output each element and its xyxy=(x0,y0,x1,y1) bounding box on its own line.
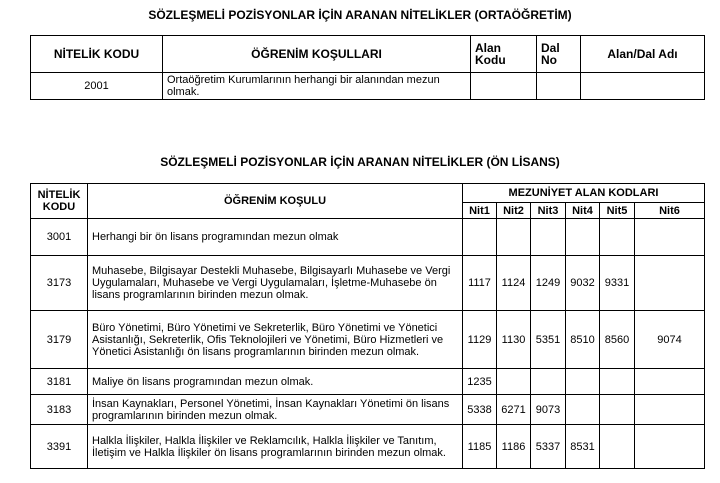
row-nit4 xyxy=(566,219,600,256)
row-nit5: 9331 xyxy=(600,256,635,311)
on-lisans-table xyxy=(30,183,705,469)
row-nit6 xyxy=(635,425,705,469)
row-nit4: 9032 xyxy=(566,256,600,311)
row-nit3: 9073 xyxy=(531,395,566,425)
row-code: 3181 xyxy=(31,369,88,395)
row-nit6 xyxy=(635,395,705,425)
row-nit4 xyxy=(566,395,600,425)
row-condition: Herhangi bir ön lisans programından mezun olmak xyxy=(88,219,463,256)
row-nit1: 1129 xyxy=(463,311,497,369)
row-nit5 xyxy=(600,219,635,256)
row-nit1: 1117 xyxy=(463,256,497,311)
header-nit3: Nit3 xyxy=(531,203,566,219)
table1-title: SÖZLEŞMELİ POZİSYONLAR İÇİN ARANAN NİTELİKLER (ORTAÖĞRETİM) xyxy=(148,8,572,22)
row-nit2: 6271 xyxy=(497,395,531,425)
row-nit6 xyxy=(635,256,705,311)
header-alan-dal-adi: Alan/Dal Adı xyxy=(581,36,705,73)
table2-title: SÖZLEŞMELİ POZİSYONLAR İÇİN ARANAN NİTELİKLER (ÖN LİSANS) xyxy=(160,155,560,169)
header-alan-kodu xyxy=(471,36,537,73)
row-nit3: 1249 xyxy=(531,256,566,311)
row-code: 3001 xyxy=(31,219,88,256)
row-nit5 xyxy=(600,395,635,425)
row-condition: Büro Yönetimi, Büro Yönetimi ve Sekreterlik, Büro Yönetimi ve Yönetici Asistanlığı, Sekreterlik, Ofis Teknolojileri ve Yönetimi, Büro Hizmetleri ve Yönetici Asistanlığı ön lisans programlarının birinden mezun olmak. xyxy=(88,311,463,369)
table-row xyxy=(31,369,705,395)
ortaogretim-table xyxy=(30,35,705,100)
table2-header-row-1 xyxy=(31,184,705,203)
header-dal-no-line2: No xyxy=(541,53,557,67)
row-nit2: 1130 xyxy=(497,311,531,369)
header-nitelik-line2: KODU xyxy=(42,201,76,213)
header-alan-kodu-line1: Alan xyxy=(475,41,502,55)
row-condition: İnsan Kaynakları, Personel Yönetimi, İnsan Kaynakları Yönetimi ön lisans programlarının birinden mezun olmak. xyxy=(88,395,463,425)
row-nit1: 1185 xyxy=(463,425,497,469)
row-nit3 xyxy=(531,369,566,395)
row-nit3 xyxy=(531,219,566,256)
row-nit6: 9074 xyxy=(635,311,705,369)
table1-header-row xyxy=(31,36,705,73)
row-nit2: 1124 xyxy=(497,256,531,311)
table-row xyxy=(31,395,705,425)
row-condition: Halkla İlişkiler, Halkla İlişkiler ve Reklamcılık, Halkla İlişkiler ve Tanıtım, İletişim ve Halkla İlişkiler ön lisans programlarının birinden mezun olmak. xyxy=(88,425,463,469)
row-nit2: 1186 xyxy=(497,425,531,469)
row-alan-kodu xyxy=(471,73,537,100)
row-nit5: 8560 xyxy=(600,311,635,369)
row-nit2 xyxy=(497,369,531,395)
table-row xyxy=(31,73,705,100)
row-code: 3391 xyxy=(31,425,88,469)
row-nit1: 1235 xyxy=(463,369,497,395)
header-nitelik-kodu: NİTELİK KODU xyxy=(31,36,163,73)
row-dal-no xyxy=(537,73,581,100)
row-nit4 xyxy=(566,369,600,395)
row-condition: Maliye ön lisans programından mezun olmak. xyxy=(88,369,463,395)
row-condition: Ortaöğretim Kurumlarının herhangi bir alanından mezun olmak. xyxy=(163,73,471,100)
header-nit4: Nit4 xyxy=(566,203,600,219)
row-code: 3183 xyxy=(31,395,88,425)
row-condition: Muhasebe, Bilgisayar Destekli Muhasebe, Bilgisayarlı Muhasebe ve Vergi Uygulamaları, Muhasebe ve Vergi Uygulamaları, İşletme-Muhasebe ön lisans programlarının birinden mezun olmak. xyxy=(88,256,463,311)
table-row xyxy=(31,425,705,469)
row-nit4: 8531 xyxy=(566,425,600,469)
header-dal-no xyxy=(537,36,581,73)
table-row xyxy=(31,311,705,369)
row-nit5 xyxy=(600,369,635,395)
header-nit2: Nit2 xyxy=(497,203,531,219)
row-code: 3179 xyxy=(31,311,88,369)
table-row xyxy=(31,256,705,311)
table-row xyxy=(31,219,705,256)
row-nit6 xyxy=(635,219,705,256)
header-ogrenim-kosulu: ÖĞRENİM KOŞULU xyxy=(88,184,463,219)
header-nitelik-line1: NİTELİK xyxy=(37,189,81,201)
header-nit6: Nit6 xyxy=(635,203,705,219)
row-nit1: 5338 xyxy=(463,395,497,425)
header-mezuniyet-alan-kodlari: MEZUNİYET ALAN KODLARI xyxy=(463,184,705,203)
header-dal-no-line1: Dal xyxy=(541,41,560,55)
row-nit3: 5337 xyxy=(531,425,566,469)
row-nit5 xyxy=(600,425,635,469)
row-nit4: 8510 xyxy=(566,311,600,369)
header-nitelik-kodu xyxy=(31,184,88,219)
row-nit2 xyxy=(497,219,531,256)
row-nit1 xyxy=(463,219,497,256)
header-nit5: Nit5 xyxy=(600,203,635,219)
row-nit3: 5351 xyxy=(531,311,566,369)
header-nit1: Nit1 xyxy=(463,203,497,219)
header-ogrenim-kosullari: ÖĞRENİM KOŞULLARI xyxy=(163,36,471,73)
row-alan-dal-adi xyxy=(581,73,705,100)
header-alan-kodu-line2: Kodu xyxy=(475,53,506,67)
row-code: 2001 xyxy=(31,73,163,100)
row-nit6 xyxy=(635,369,705,395)
row-code: 3173 xyxy=(31,256,88,311)
